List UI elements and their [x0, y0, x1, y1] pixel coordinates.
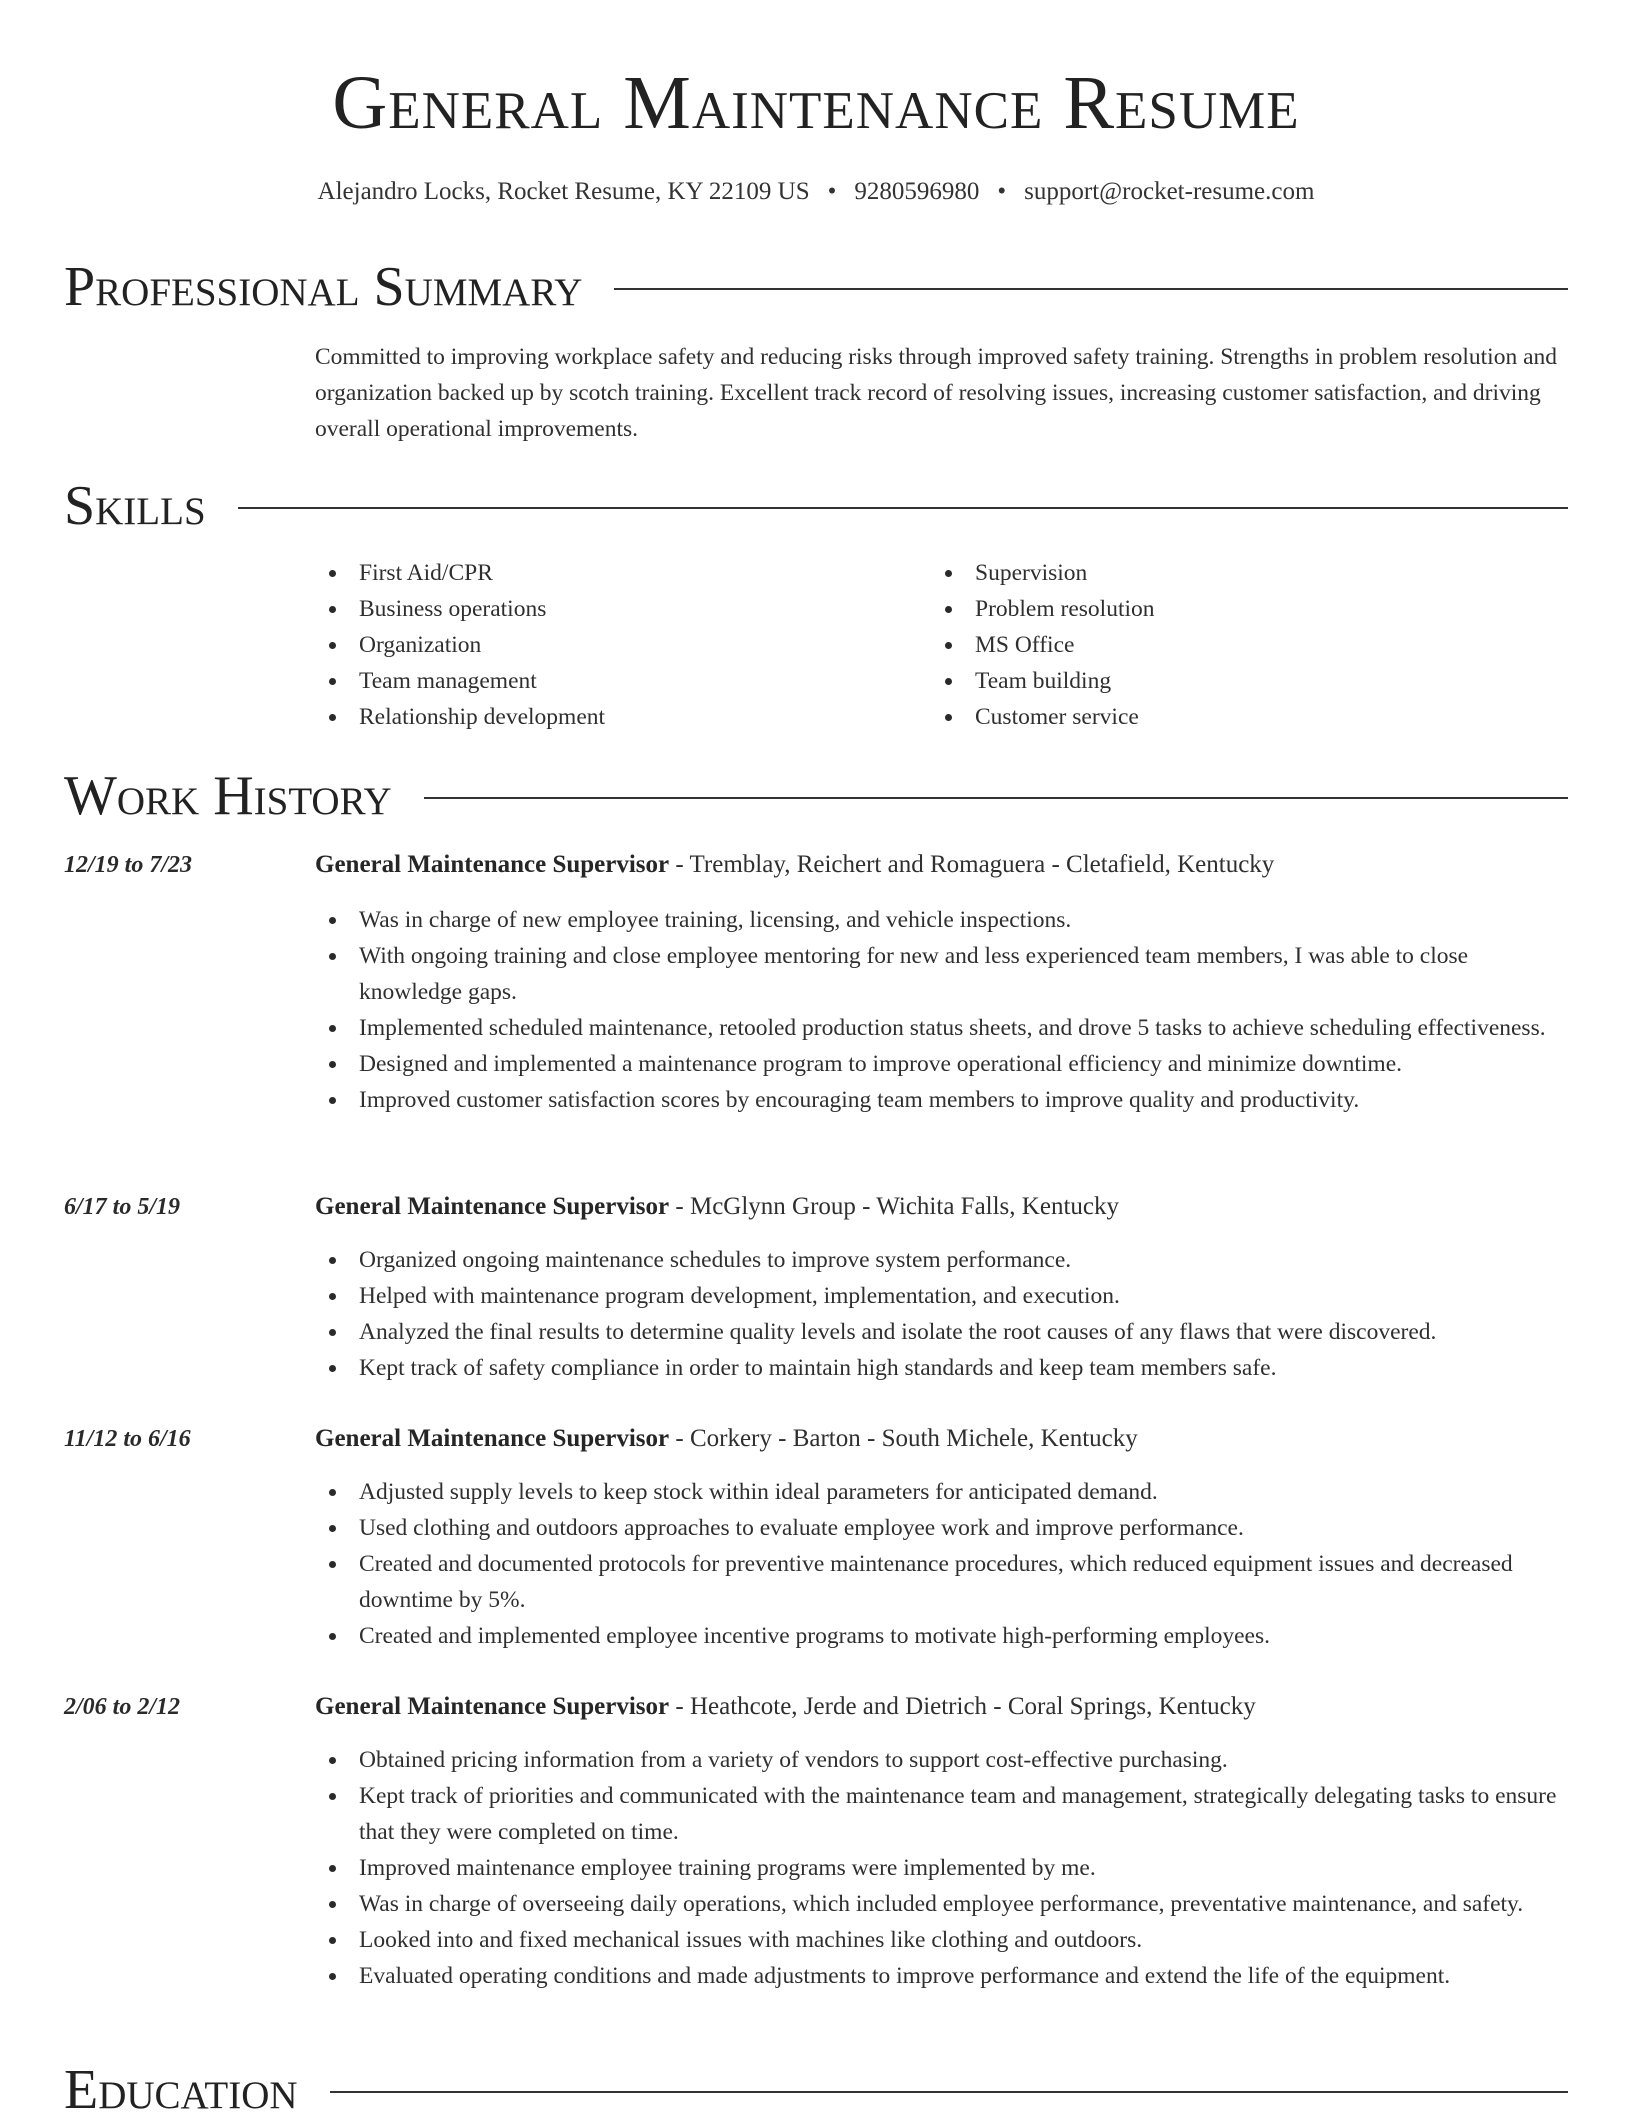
job-bullet: Implemented scheduled maintenance, retooled production status sheets, and drove 5 tasks to achieve scheduling effectiveness.: [315, 1010, 1569, 1046]
skill-item: Relationship development: [315, 699, 915, 735]
section-heading-work: [64, 764, 1568, 828]
job-bullet: Was in charge of overseeing daily operations, which included employee performance, preventative maintenance, and safety.: [315, 1886, 1569, 1922]
job-bullet: Created and documented protocols for preventive maintenance procedures, which reduced equipment issues and decreased downtime by 5%.: [315, 1546, 1569, 1618]
job-heading: [315, 1189, 1569, 1225]
skill-item: Organization: [315, 627, 915, 663]
summary-text: Committed to improving workplace safety and reducing risks through improved safety training. Strengths in problem resolution and organization backed up by scotch training. Excellent track record of resolving issues, increasing customer satisfaction, and driving overall operational improvements.: [315, 344, 1558, 442]
skills-list-right: [931, 555, 1531, 735]
job-bullet: Organized ongoing maintenance schedules to improve system performance.: [315, 1242, 1569, 1278]
job-heading: [315, 1689, 1569, 1725]
job-bullet: Helped with maintenance program development, implementation, and execution.: [315, 1278, 1569, 1314]
job-bullet: Used clothing and outdoors approaches to evaluate employee work and improve performance.: [315, 1510, 1569, 1546]
job-title: General Maintenance Supervisor: [315, 1425, 670, 1452]
job-employer: - Heathcote, Jerde and Dietrich - Coral Springs, Kentucky: [669, 1693, 1256, 1720]
section-title-education: Education: [64, 2059, 298, 2121]
job-dates: 6/17 to 5/19: [64, 1194, 181, 1220]
job-bullet: With ongoing training and close employee mentoring for new and less experienced team members, I was able to close knowledge gaps.: [315, 938, 1569, 1010]
section-divider: [614, 288, 1568, 290]
job-bullet: Improved customer satisfaction scores by encouraging team members to improve quality and productivity.: [315, 1082, 1569, 1118]
job-bullet: Improved maintenance employee training programs were implemented by me.: [315, 1850, 1569, 1886]
job-title: General Maintenance Supervisor: [315, 1193, 670, 1220]
contact-separator: •: [997, 178, 1007, 205]
job-bullet: Kept track of safety compliance in order to maintain high standards and keep team members safe.: [315, 1350, 1569, 1386]
job-bullet: Looked into and fixed mechanical issues with machines like clothing and outdoors.: [315, 1922, 1569, 1958]
job-heading: [315, 847, 1569, 883]
section-divider: [330, 2091, 1568, 2093]
skill-item: Customer service: [931, 699, 1531, 735]
skill-item: Problem resolution: [931, 591, 1531, 627]
job-title: General Maintenance Supervisor: [315, 851, 670, 878]
skill-item: MS Office: [931, 627, 1531, 663]
contact-separator: •: [827, 178, 837, 205]
resume-title: General Maintenance Resume: [332, 61, 1300, 145]
skill-item: Business operations: [315, 591, 915, 627]
contact-address: Alejandro Locks, Rocket Resume, KY 22109 US: [317, 178, 810, 205]
job-bullets: [315, 1742, 1569, 1994]
contact-line: [0, 174, 1632, 210]
job-bullet: Adjusted supply levels to keep stock within ideal parameters for anticipated demand.: [315, 1474, 1569, 1510]
skill-item: First Aid/CPR: [315, 555, 915, 591]
section-divider: [424, 797, 1568, 799]
job-bullet: Designed and implemented a maintenance program to improve operational efficiency and minimize downtime.: [315, 1046, 1569, 1082]
job-bullet: Obtained pricing information from a variety of vendors to support cost-effective purchasing.: [315, 1742, 1569, 1778]
job-bullets: [315, 1242, 1569, 1386]
job-bullet: Analyzed the final results to determine quality levels and isolate the root causes of any flaws that were discovered.: [315, 1314, 1569, 1350]
skill-item: Team management: [315, 663, 915, 699]
section-heading-skills: [64, 474, 1568, 538]
job-employer: - McGlynn Group - Wichita Falls, Kentucky: [669, 1193, 1119, 1220]
skill-item: Team building: [931, 663, 1531, 699]
contact-phone: 9280596980: [854, 178, 980, 205]
job-bullets: [315, 1474, 1569, 1654]
job-employer: - Tremblay, Reichert and Romaguera - Cletafield, Kentucky: [669, 851, 1275, 878]
job-dates: 2/06 to 2/12: [64, 1694, 181, 1720]
section-heading-summary: [64, 255, 1568, 319]
job-title: General Maintenance Supervisor: [315, 1693, 670, 1720]
section-title-summary: Professional Summary: [64, 256, 583, 318]
job-bullet: Was in charge of new employee training, licensing, and vehicle inspections.: [315, 902, 1569, 938]
job-dates: 11/12 to 6/16: [64, 1426, 191, 1452]
contact-email: support@rocket-resume.com: [1024, 178, 1315, 205]
skill-item: Supervision: [931, 555, 1531, 591]
section-divider: [238, 507, 1568, 509]
job-heading: [315, 1421, 1569, 1457]
section-heading-education: [64, 2058, 1568, 2122]
job-bullets: [315, 902, 1569, 1118]
section-title-skills: Skills: [64, 475, 206, 537]
job-bullet: Created and implemented employee incentive programs to motivate high-performing employees.: [315, 1618, 1569, 1654]
job-bullet: Evaluated operating conditions and made adjustments to improve performance and extend the life of the equipment.: [315, 1958, 1569, 1994]
skills-list-left: [315, 555, 915, 735]
section-title-work: Work History: [64, 765, 392, 827]
job-employer: - Corkery - Barton - South Michele, Kentucky: [669, 1425, 1138, 1452]
job-bullet: Kept track of priorities and communicated with the maintenance team and management, strategically delegating tasks to ensure that they were completed on time.: [315, 1778, 1569, 1850]
job-dates: 12/19 to 7/23: [64, 852, 193, 878]
